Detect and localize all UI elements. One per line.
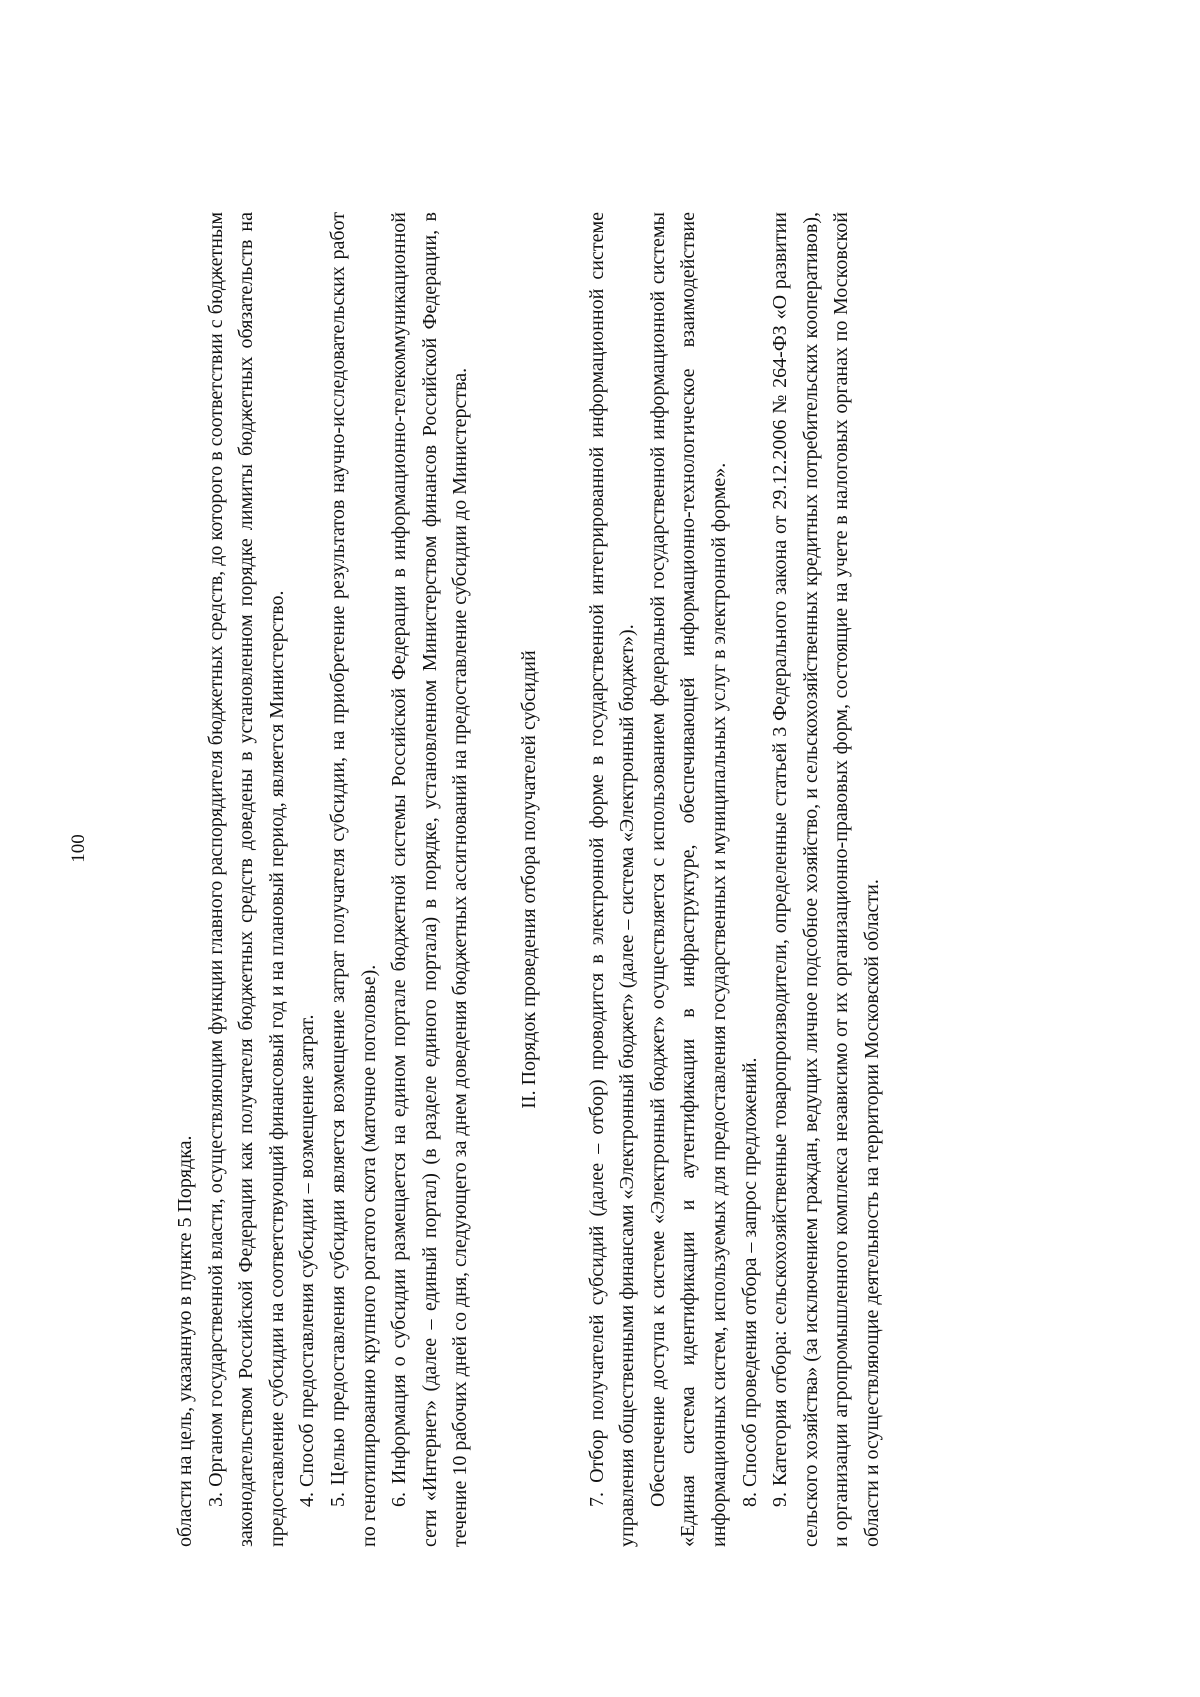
paragraph-4: 4. Способ предоставления субсидии – возмещение затрат. (296, 1014, 319, 1507)
paragraph-access: Обеспечение доступа к системе «Электронный бюджет» осуществляется с использованием федеральной государственной информационной системы «Единая система идентификации и аутентификации в инфраструктуре, обеспечивающей информационно-технологическое взаимодействие информационных систем, используемых для предоставления государственных и муниципальных услуг в электронной форме». (646, 212, 730, 1547)
section-heading: II. Порядок проведения отбора получателей субсидий (517, 650, 540, 1109)
paragraph-3: 3. Органом государственной власти, осуществляющим функции главного распорядителя бюджетных средств, до которого в соответствии с бюджетным законодательством Российской Федерации как получателя бюджетных средств доведены в установленном порядке лимиты бюджетных обязательств на предоставление субсидии на соответствующий финансовый год и на плановый период, является Министерство. (204, 212, 288, 1547)
paragraph-6: 6. Информация о субсидии размещается на едином портале бюджетной системы Российской Федерации в информационно-телекоммуникационной сети «Интернет» (далее – единый портал) (в разделе единого портала) в порядке, установленном Министерством финансов Российской Федерации, в течение 10 рабочих дней со дня, следующего за днем доведения бюджетных ассигнований на предоставление субсидии до Министерства. (388, 212, 472, 1547)
page-number: 100 (68, 834, 89, 863)
paragraph-7: 7. Отбор получателей субсидий (далее – отбор) проводится в электронной форме в государственной интегрированной информационной системе управления общественными финансами «Электронный бюджет» (далее – система «Электронный бюджет»). (585, 212, 639, 1547)
document-body (170, 212, 887, 1547)
paragraph-5: 5. Целью предоставления субсидии является возмещение затрат получателя субсидии, на приобретение результатов научно-исследовательских работ по генотипированию крупного рогатого скота (маточное поголовье). (326, 212, 380, 1547)
paragraph-continuation: области на цель, указанную в пункте 5 Порядка. (174, 1135, 196, 1547)
paragraph-9: 9. Категория отбора: сельскохозяйственные товаропроизводители, определенные статьей 3 Федерального закона от 29.12.2006 № 264-ФЗ «О развитии сельского хозяйства» (за исключением граждан, ведущих личное подсобное хозяйство, и сельскохозяйственных кредитных потребительских кооперативов), и организации агропромышленного комплекса независимо от их организационно-правовых форм, состоящие на учете в налоговых органах по Московской области и осуществляющие деятельность на территории Московской области. (769, 212, 883, 1547)
paragraph-8: 8. Способ проведения отбора – запрос предложений. (738, 1057, 761, 1507)
